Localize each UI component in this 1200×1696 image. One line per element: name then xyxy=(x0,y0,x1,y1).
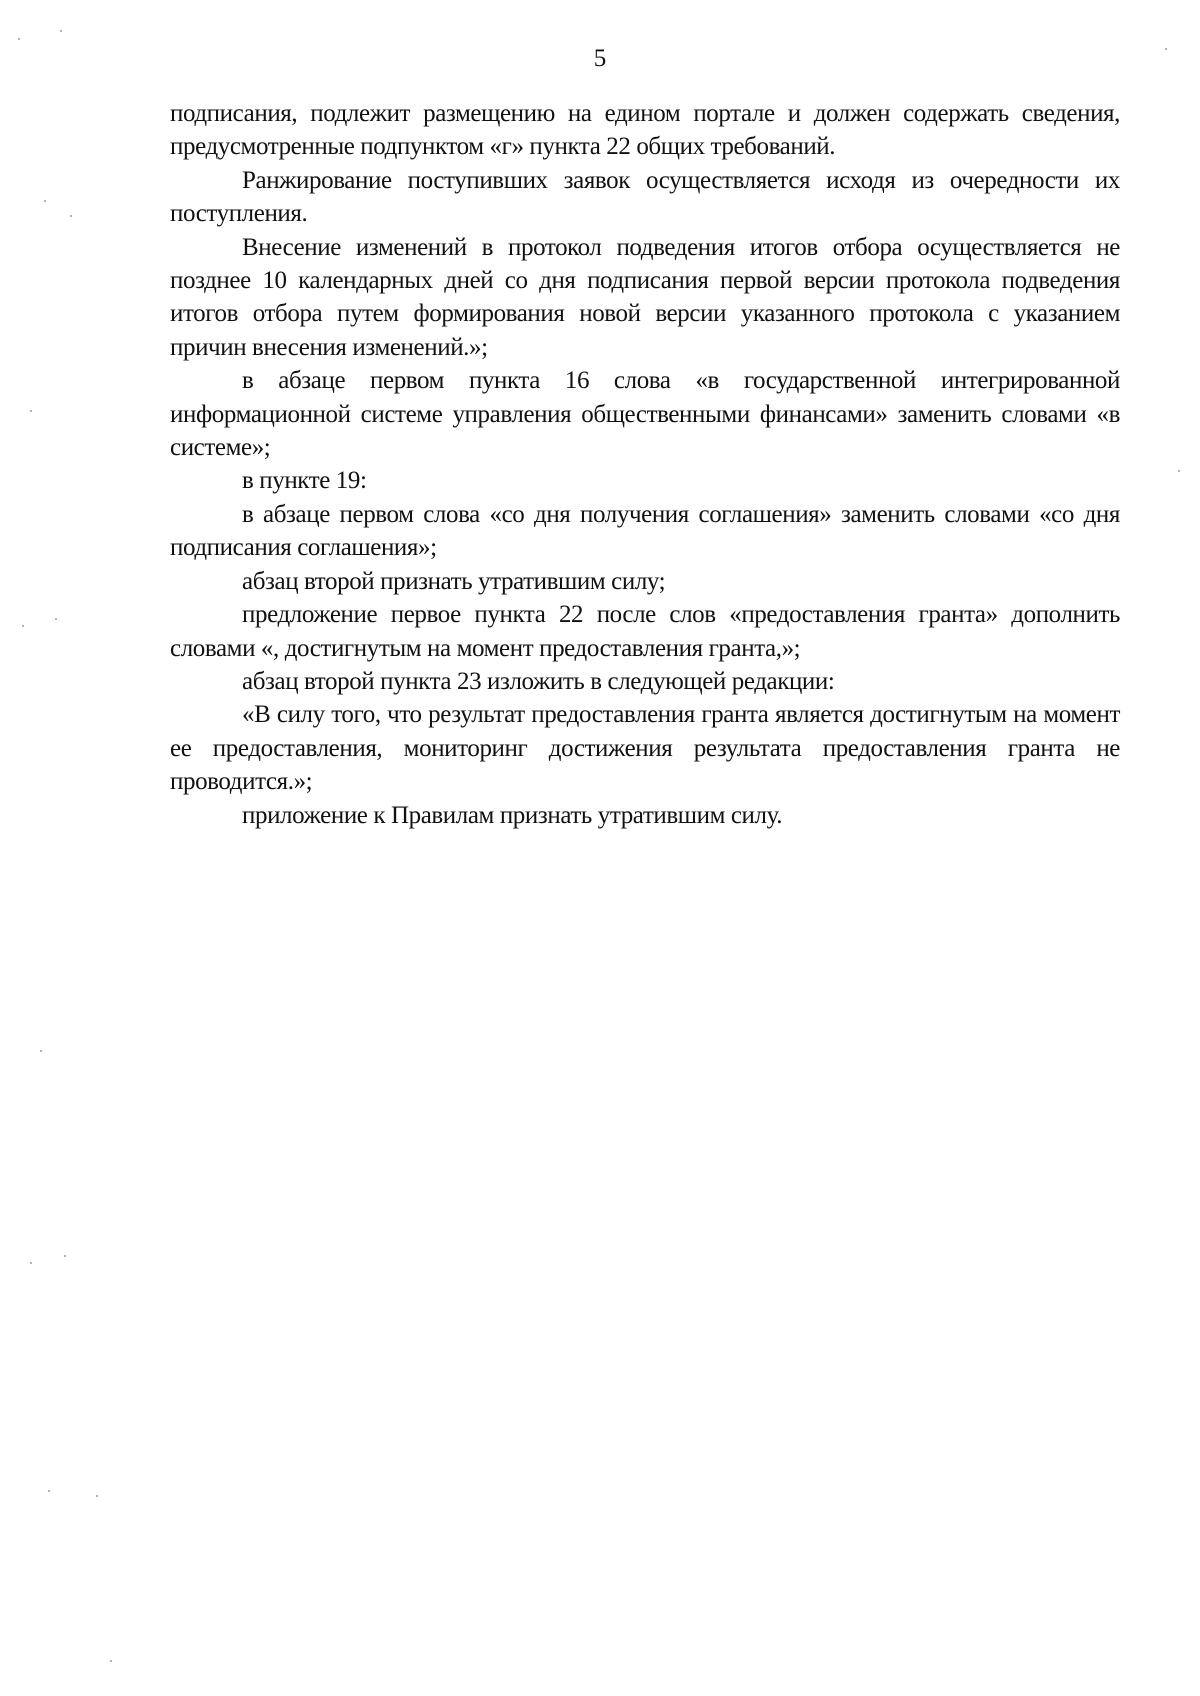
scan-speck xyxy=(60,30,62,32)
paragraph-9: абзац второй пункта 23 изложить в следующей редакции: xyxy=(242,667,835,695)
paragraph-11: приложение к Правилам признать утратившим силу. xyxy=(242,801,783,829)
paragraph-10: «В силу того, что результат предоставления гранта является достигнутым на момент ее предоставления, мониторинг достижения результата предоставления гранта не проводится.»; xyxy=(170,701,1120,796)
scan-speck xyxy=(22,625,24,627)
paragraph-3: Внесение изменений в протокол подведения итогов отбора осуществляется не позднее 10 календарных дней со дня подписания первой версии протокола подведения итогов отбора путем формирования новой версии указанного протокола с указанием причин внесения изменений.»; xyxy=(170,233,1120,361)
paragraph-2: Ранжирование поступивших заявок осуществляется исходя из очередности их поступления. xyxy=(170,166,1120,228)
scan-speck xyxy=(48,1490,50,1492)
scan-speck xyxy=(110,1660,112,1662)
scan-speck xyxy=(1165,48,1167,50)
scan-speck xyxy=(30,410,32,412)
paragraph-8: предложение первое пункта 22 после слов «предоставления гранта» дополнить словами «, достигнутым на момент предоставления гранта,»; xyxy=(170,601,1120,662)
scan-speck xyxy=(96,1495,98,1497)
paragraph-4: в абзаце первом пункта 16 слова «в государственной интегрированной информационной системе управления общественными финансами» заменить словами «в системе»; xyxy=(170,367,1120,462)
paragraph-1: подписания, подлежит размещению на едином портале и должен содержать сведения, предусмотренные подпунктом «г» пункта 22 общих требований. xyxy=(170,100,1120,161)
page-number: 5 xyxy=(593,45,607,72)
scan-speck xyxy=(70,215,72,217)
document-body xyxy=(170,97,1120,832)
paragraph-7: абзац второй признать утратившим силу; xyxy=(242,567,666,595)
paragraph-5: в пункте 19: xyxy=(242,467,367,495)
scan-speck xyxy=(40,1050,42,1052)
scan-speck xyxy=(30,1262,32,1264)
paragraph-6: в абзаце первом слова «со дня получения соглашения» заменить словами «со дня подписания соглашения»; xyxy=(170,500,1120,562)
scan-speck xyxy=(44,200,46,202)
scan-speck xyxy=(55,618,57,620)
scan-speck xyxy=(64,1255,66,1257)
scan-speck xyxy=(18,38,20,40)
scan-speck xyxy=(1178,470,1180,472)
